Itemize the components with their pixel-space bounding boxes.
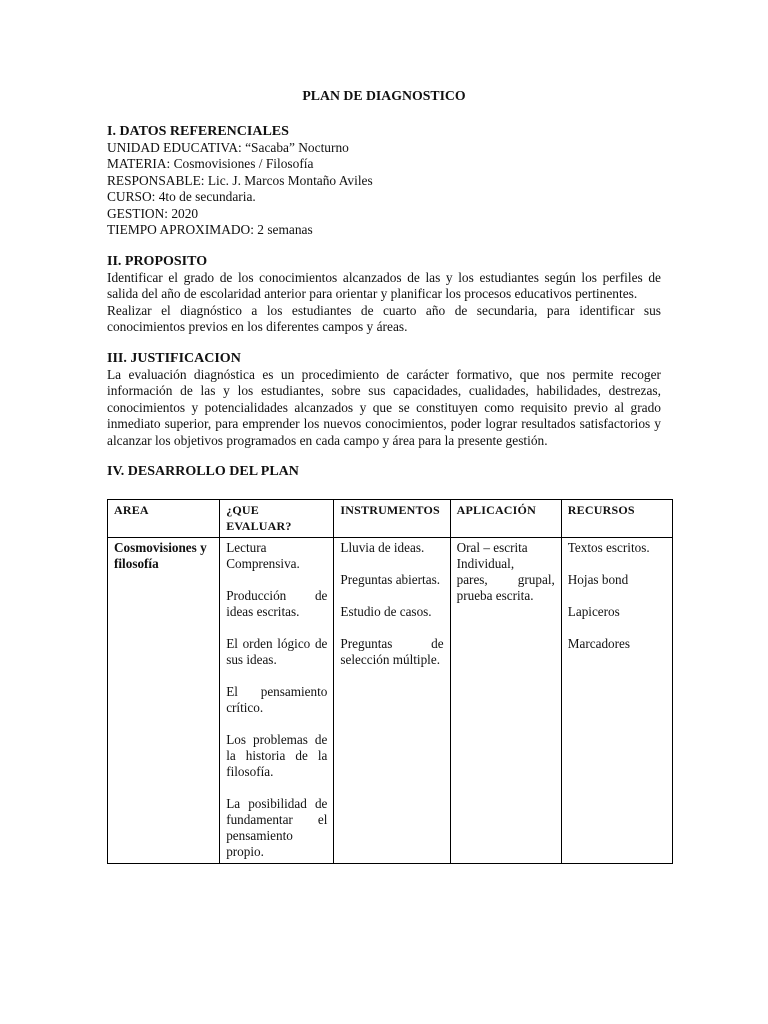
aplicacion-item: Oral – escrita	[456, 540, 528, 555]
que-evaluar-item: La posibilidad de fundamentar el pensamiento propio.	[226, 796, 328, 859]
datos-referenciales-section	[107, 123, 661, 239]
plan-table	[107, 499, 673, 864]
gestion-line: GESTION: 2020	[107, 205, 199, 221]
document-title: PLAN DE DIAGNOSTICO	[302, 88, 466, 103]
aplicacion-item: Individual,	[456, 556, 515, 571]
area-name: Cosmovisiones y filosofía	[114, 540, 207, 571]
table-row	[108, 538, 673, 864]
header-area: AREA	[108, 500, 220, 538]
que-evaluar-item: Los problemas de la historia de la filosofía.	[226, 732, 328, 779]
unidad-educativa-line: UNIDAD EDUCATIVA: “Sacaba” Nocturno	[107, 139, 349, 155]
recurso-item: Marcadores	[567, 636, 631, 651]
recurso-item: Lapiceros	[567, 604, 620, 619]
justificacion-section	[107, 350, 661, 450]
cell-area	[108, 538, 220, 864]
tiempo-line: TIEMPO APROXIMADO: 2 semanas	[107, 222, 313, 237]
proposito-heading: II. PROPOSITO	[107, 253, 208, 269]
cell-recursos	[561, 538, 672, 864]
curso-line: CURSO: 4to de secundaria.	[107, 189, 256, 204]
proposito-section	[107, 253, 661, 336]
desarrollo-section	[107, 463, 661, 480]
recurso-item: Textos escritos.	[567, 540, 650, 555]
justificacion-paragraph: La evaluación diagnóstica es un procedimiento de carácter formativo, que nos permite recoger información de las y los estudiantes, sobre sus capacidades, cualidades, habilidades, destrezas, conocimientos y potencialidades alcanzados y que se constituyen como requisito previo al grado inmediato superior, para emprender los nuevos conocimientos, poder lograr resultados satisfactorios y alcanzar los objetivos programados en cada campo y área para la presente gestión.	[107, 366, 661, 448]
recurso-item: Hojas bond	[567, 572, 629, 587]
instrumento-item: Preguntas de selección múltiple.	[340, 636, 444, 667]
header-recursos: RECURSOS	[561, 500, 672, 538]
que-evaluar-item: El pensamiento crítico.	[226, 684, 328, 715]
header-instrumentos: INSTRUMENTOS	[334, 500, 450, 538]
justificacion-heading: III. JUSTIFICACION	[107, 350, 241, 366]
que-evaluar-item: El orden lógico de sus ideas.	[226, 636, 328, 667]
responsable-line: RESPONSABLE: Lic. J. Marcos Montaño Aviles	[107, 172, 373, 188]
document-page	[107, 88, 661, 494]
header-que-evaluar: ¿QUE EVALUAR?	[220, 500, 334, 538]
cell-que-evaluar	[220, 538, 334, 864]
datos-heading: I. DATOS REFERENCIALES	[107, 123, 289, 139]
aplicacion-item: pares, grupal, prueba escrita.	[456, 572, 555, 603]
instrumento-item: Lluvia de ideas.	[340, 540, 425, 555]
que-evaluar-item: Lectura Comprensiva.	[226, 540, 300, 571]
cell-aplicacion	[450, 538, 561, 864]
proposito-paragraph-1: Identificar el grado de los conocimientos alcanzados de las y los estudiantes según los perfiles de salida del año de escolaridad anterior para orientar y planificar los procesos educativos pertinentes.	[107, 269, 661, 301]
instrumento-item: Preguntas abiertas.	[340, 572, 440, 587]
desarrollo-heading: IV. DESARROLLO DEL PLAN	[107, 464, 299, 479]
table-header-row	[108, 500, 673, 538]
instrumento-item: Estudio de casos.	[340, 604, 432, 619]
header-aplicacion: APLICACIÓN	[450, 500, 561, 538]
cell-instrumentos	[334, 538, 450, 864]
que-evaluar-item: Producción de ideas escritas.	[226, 588, 328, 619]
materia-line: MATERIA: Cosmovisiones / Filosofía	[107, 156, 314, 171]
proposito-paragraph-2: Realizar el diagnóstico a los estudiantes de cuarto año de secundaria, para identificar sus conocimientos previos en los diferentes campos y áreas.	[107, 302, 661, 334]
